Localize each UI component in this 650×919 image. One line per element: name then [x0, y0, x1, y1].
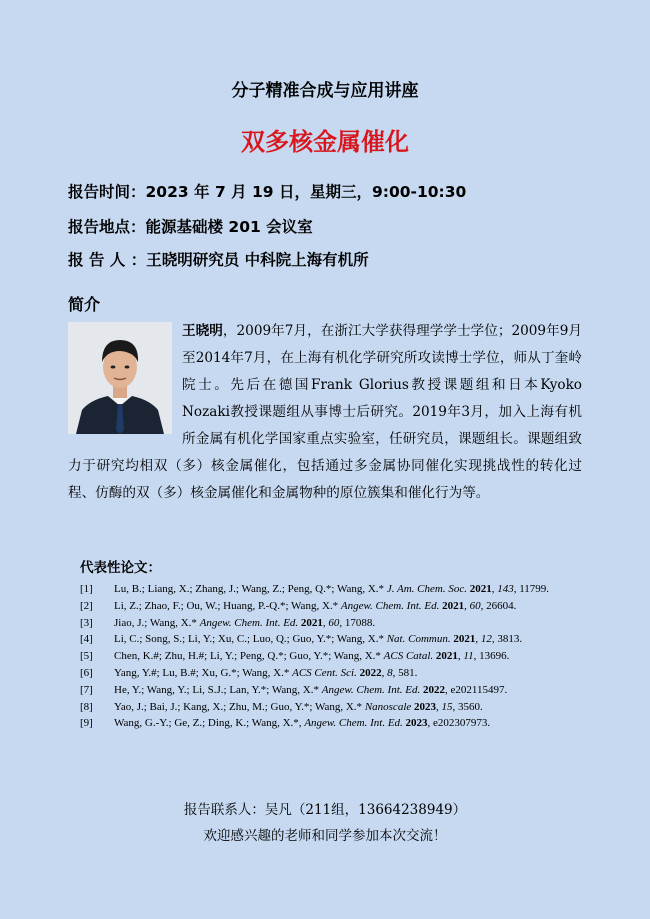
paper-journal: ACS Catal. [383, 650, 434, 663]
time-label: 报告时间： [68, 183, 146, 201]
speaker-line [68, 248, 369, 270]
paper-volume: 143 [497, 583, 514, 595]
paper-volume: 60 [469, 599, 481, 612]
paper-journal: Angew. Chem. Int. Ed. [304, 717, 403, 730]
paper-year: 2021 [300, 616, 323, 629]
paper-volume: 8 [387, 666, 393, 679]
welcome-line: 欢迎感兴趣的老师和同学参加本次交流！ [203, 828, 447, 844]
paper-year: 2021 [435, 650, 458, 663]
paper-volume: 60 [328, 616, 340, 629]
contact-line: 报告联系人：吴凡（211组，13664238949） [183, 802, 467, 818]
bio-name: 王晓明 [182, 323, 223, 339]
paper-item: [9] Wang, G.-Y.; Ge, Z.; Ding, K.; Wang, X.*, Angew. Chem. Int. Ed. 2023, e202307973. [80, 715, 600, 732]
paper-authors: Li, Z.; Zhao, F.; Ou, W.; Huang, P.-Q.*; Wang, X.* [114, 599, 341, 612]
paper-number: [5] [80, 650, 93, 663]
paper-number: [4] [80, 633, 93, 646]
speaker-label: 报 告 人 ： [68, 251, 147, 269]
paper-pages: e202307973. [433, 717, 491, 730]
paper-pages: 11799. [519, 583, 550, 595]
bio-text: ，2009年7月，在浙江大学获得理学学士学位；2009年9月至2014年7月，在上海有机化学研究所攻读博士学位，师从丁奎岭院士。先后在德国Frank Glorius教授课题组和日本Kyoko Nozaki教授课题组从事博士后研究。2019年3月，加入上海有机所金属有机化学国家重点实验室，任研究员，课题组长。课题组致力于研究均相双（多）核金属催化，包括通过多金属协同催化实现挑战性的转化过程、仿酶的双（多）核金属催化和金属物种的原位簇集和催化行为等。 [68, 323, 582, 501]
paper-item: [7] He, Y.; Wang, Y.; Li, S.J.; Lan, Y.*; Wang, X.* Angew. Chem. Int. Ed. 2022, e202115497. [80, 682, 600, 699]
paper-authors: Yao, J.; Bai, J.; Kang, X.; Zhu, M.; Guo, Y.*; Wang, X.* [114, 700, 365, 713]
paper-pages: 17088. [344, 616, 376, 629]
speaker-value: 王晓明研究员 中科院上海有机所 [146, 251, 369, 269]
paper-item: [8] Yao, J.; Bai, J.; Kang, X.; Zhu, M.; Guo, Y.*; Wang, X.* Nanoscale 2023, 15, 3560. [80, 699, 600, 716]
series-title: 分子精准合成与应用讲座 [231, 81, 419, 101]
paper-journal: Nanoscale [364, 700, 412, 713]
paper-pages: 26604. [486, 599, 517, 612]
paper-authors: Lu, B.; Liang, X.; Zhang, J.; Wang, Z.; Peng, Q.*; Wang, X.* [114, 583, 387, 595]
paper-year: 2023 [414, 700, 437, 713]
paper-number: [9] [80, 717, 93, 730]
paper-authors: Jiao, J.; Wang, X.* [114, 616, 200, 629]
paper-journal: Nat. Commun. [386, 633, 451, 646]
paper-item: [2] Li, Z.; Zhao, F.; Ou, W.; Huang, P.-Q.*; Wang, X.* Angew. Chem. Int. Ed. 2021, 60, 26604. [80, 598, 600, 615]
place-label: 报告地点： [68, 218, 146, 236]
paper-number: [1] [80, 583, 93, 595]
paper-authors: He, Y.; Wang, Y.; Li, S.J.; Lan, Y.*; Wang, X.* [114, 683, 322, 696]
paper-number: [7] [80, 683, 93, 696]
paper-list [80, 581, 600, 732]
paper-number: [6] [80, 666, 93, 679]
time-value: 2023 年 7 月 19 日，星期三，9:00-10:30 [145, 183, 467, 201]
paper-year: 2021 [469, 583, 492, 595]
paper-pages: e202115497. [450, 683, 508, 696]
paper-year: 2021 [453, 633, 476, 646]
time-line [68, 180, 466, 202]
bio-heading: 简介 [68, 295, 101, 314]
paper-pages: 3813. [497, 633, 523, 646]
paper-journal: Angew. Chem. Int. Ed. [321, 683, 421, 696]
paper-volume: 11 [463, 650, 474, 663]
paper-item: [5] Chen, K.#; Zhu, H.#; Li, Y.; Peng, Q.*; Guo, Y.*; Wang, X.* ACS Catal. 2021, 11, 13696. [80, 648, 600, 665]
paper-journal: Angew. Chem. Int. Ed. [199, 616, 299, 629]
paper-journal: ACS Cent. Sci. [292, 666, 357, 679]
paper-item: [4] Li, C.; Song, S.; Li, Y.; Xu, C.; Luo, Q.; Guo, Y.*; Wang, X.* Nat. Commun. 2021, 12, 3813. [80, 631, 600, 648]
place-value: 能源基础楼 201 会议室 [145, 218, 313, 236]
paper-year: 2023 [405, 717, 428, 730]
paper-year: 2022 [359, 666, 382, 679]
bio-block [68, 318, 582, 507]
paper-year: 2021 [442, 599, 465, 612]
paper-item: [6] Yang, Y.#; Lu, B.#; Xu, G.*; Wang, X.* ACS Cent. Sci. 2022, 8, 581. [80, 665, 600, 682]
paper-authors: Yang, Y.#; Lu, B.#; Xu, G.*; Wang, X.* [114, 666, 293, 679]
paper-pages: 3560. [458, 700, 483, 713]
paper-pages: 581. [398, 666, 418, 679]
speaker-photo [68, 322, 172, 434]
paper-journal: J. Am. Chem. Soc. [386, 583, 467, 595]
paper-number: [2] [80, 599, 93, 612]
papers-heading: 代表性论文： [80, 560, 161, 576]
paper-authors: Wang, G.-Y.; Ge, Z.; Ding, K.; Wang, X.*, [114, 717, 305, 730]
place-line [68, 215, 313, 237]
paper-authors: Chen, K.#; Zhu, H.#; Li, Y.; Peng, Q.*; Guo, Y.*; Wang, X.* [114, 650, 384, 663]
paper-volume: 12 [480, 633, 492, 646]
paper-year: 2022 [422, 683, 445, 696]
paper-item: [1] Lu, B.; Liang, X.; Zhang, J.; Wang, Z.; Peng, Q.*; Wang, X.* J. Am. Chem. Soc. 2021, 143, 11799. [80, 581, 600, 598]
paper-authors: Li, C.; Song, S.; Li, Y.; Xu, C.; Luo, Q.; Guo, Y.*; Wang, X.* [114, 633, 387, 646]
paper-number: [8] [80, 700, 93, 713]
paper-journal: Angew. Chem. Int. Ed. [340, 599, 440, 612]
paper-number: [3] [80, 616, 93, 629]
paper-volume: 15 [441, 700, 453, 713]
paper-pages: 13696. [479, 650, 510, 663]
paper-item: [3] Jiao, J.; Wang, X.* Angew. Chem. Int. Ed. 2021, 60, 17088. [80, 615, 600, 632]
lecture-title: 双多核金属催化 [241, 128, 409, 156]
